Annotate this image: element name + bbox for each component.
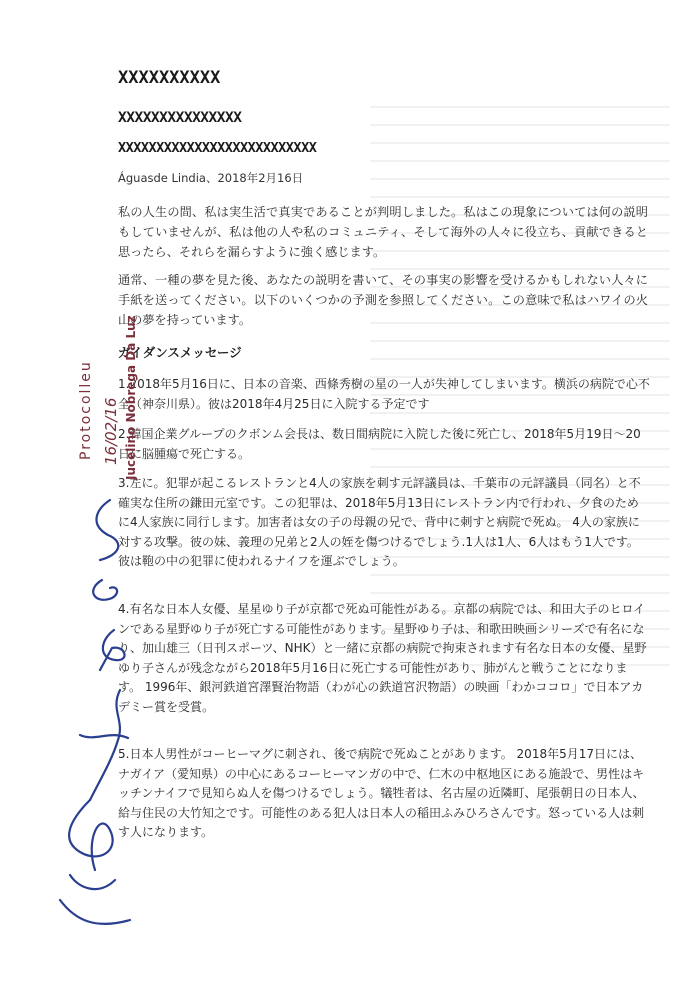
prediction-item-1: 1.2018年5月16日に、日本の音楽、西條秀樹の星の一人が失神してしまいます。横浜の病院で心不全（神奈川県）。彼は2018年4月25日に入院する予定です [118, 377, 650, 411]
stamp-name-text: Jucelino Nobrega Da Luz [124, 315, 138, 480]
redacted-name: XXXXXXXXXX [118, 68, 221, 88]
prediction-item-2: 2.韓国企業グループのクボンム会長は、数日間病院に入院した後に死亡し、2018年5月19日〜20日に脳腫瘍で死亡する。 [118, 427, 641, 461]
handwritten-signature [40, 480, 150, 960]
stamp-date-text: 16/02/16 [102, 397, 120, 465]
redacted-address-2: XXXXXXXXXXXXXXXXXXXXXXXXXX [118, 140, 317, 156]
prediction-item-3: 3.左に。犯罪が起こるレストランと4人の家族を刺す元評議員は、千葉市の元評議員（同名）と不確実な住所の鎌田元室です。この犯罪は、2018年5月13日にレストラン内で行われ、夕食のために4人家族に同行します。加害者は女の子の母親の兄で、背中に刺すと病院で死ぬ。 4人の家族に対する攻撃。彼の妹、義理の兄弟と2人の姪を傷つけるでしょう.1人は1人、6人はもう1人です。彼は鞄の中の犯罪に使われるナイフを運ぶでしょう。 [118, 476, 641, 568]
guidance-heading: ガイダンスメッセージ [118, 345, 242, 360]
redacted-address-1: XXXXXXXXXXXXXXX [118, 110, 242, 126]
date-line: Águasde Lindia、2018年2月16日 [118, 171, 304, 185]
prediction-item-5: 5.日本人男性がコーヒーマグに刺され、後で病院で死ぬことがあります。 2018年5月17日には、ナガイア（愛知県）の中心にあるコーヒーマンガの中で、仁木の中枢地区にある施設で、男性はキッチンナイフで見知らぬ人を傷つけるでしょう。犠牲者は、名古屋の近隣町、尾張朝日の日本人、給与住民の大竹知之です。可能性のある犯人は日本人の稲田ふみひろさんです。怒っている人は刺す人になります。 [118, 747, 645, 839]
stamp-protocol-text: Protocolleu [78, 360, 94, 460]
intro-paragraph-1: 私の人生の間、私は実生活で真実であることが判明しました。私はこの現象については何の説明もしていませんが、私は他の人や私のコミュニティ、そして海外の人々に役立ち、貢献できると思ったら、それらを漏らすように強く感じます。 [118, 205, 648, 259]
protocol-stamp [30, 300, 150, 480]
intro-paragraph-2: 通常、一種の夢を見た後、あなたの説明を書いて、その事実の影響を受けるかもしれない人々に手紙を送ってください。以下のいくつかの予測を参照してください。この意味で私はハワイの火山の夢を持っています。 [118, 273, 648, 327]
prediction-item-4: 4.有名な日本人女優、星星ゆり子が京都で死ぬ可能性がある。京都の病院では、和田大子のヒロインである星野ゆり子が死亡する可能性があります。星野ゆり子は、和歌田映画シリーズで有名になり、加山雄三（日刊スポーツ、NHK）と一緒に京都の病院で拘束されます有名な日本の女優、星野ゆり子さんが残念ながら2018年5月16日に死亡する可能性があり、肺がんと戦うことになります。 1996年、銀河鉄道宮澤賢治物語（わが心の鉄道宮沢物語）の映画「わかココロ」で日本アカデミー賞を受賞。 [118, 602, 647, 714]
